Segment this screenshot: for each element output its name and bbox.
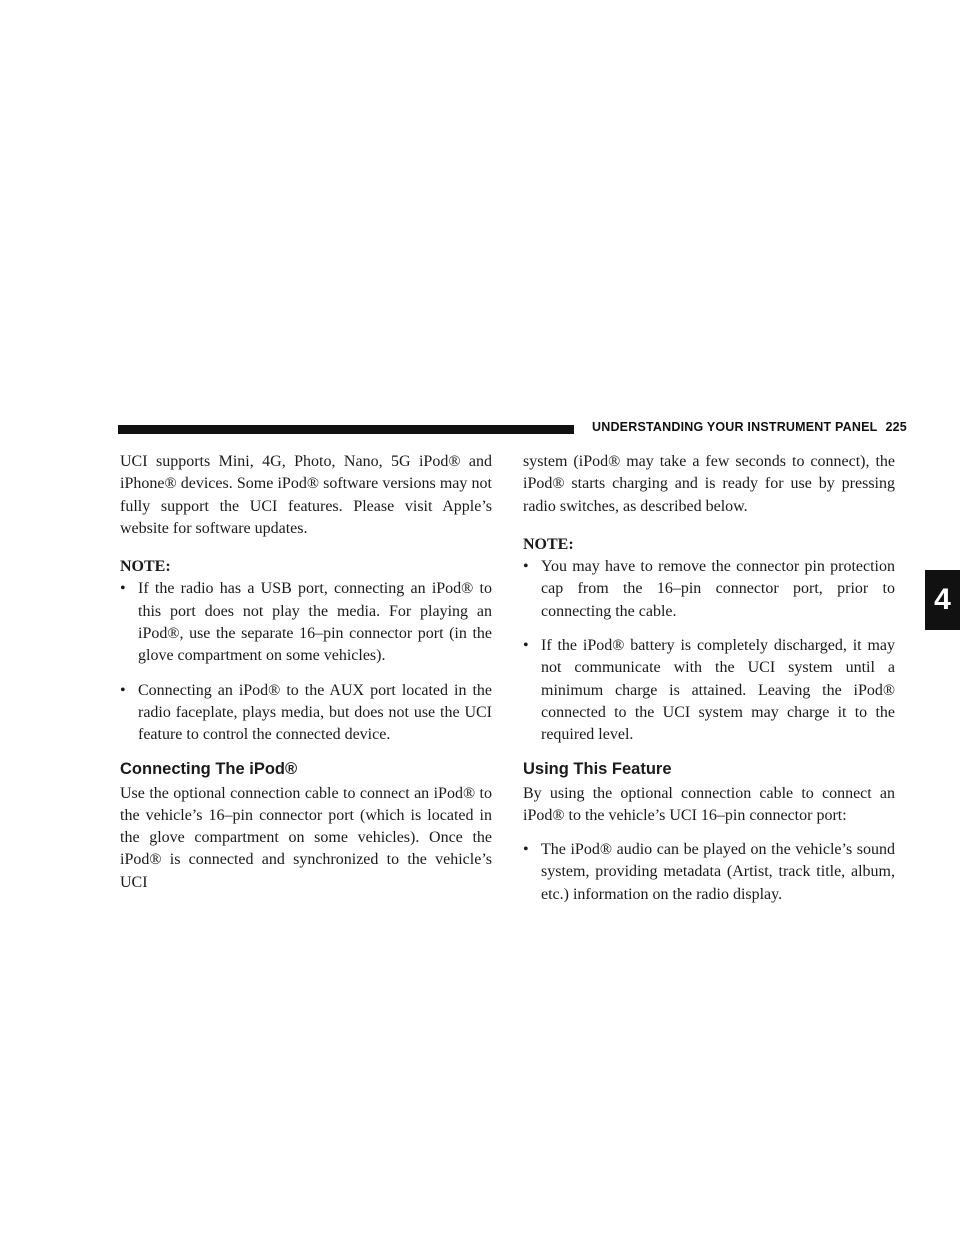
list-item [523,839,895,906]
header-rule [118,425,574,434]
right-column [523,451,895,918]
list-item [523,556,895,623]
note-list [120,578,492,746]
list-item [120,578,492,667]
page-number: 225 [885,420,907,434]
header-title: UNDERSTANDING YOUR INSTRUMENT PANEL [592,420,878,434]
bullet-glyph: • [523,637,529,655]
running-header [592,420,907,434]
note-label: NOTE: [120,558,171,576]
list-item-text: The iPod® audio can be played on the vehicle’s sound system, providing metadata (Artist, track title, album, etc.) information on the radio display. [541,841,895,903]
bullet-glyph: • [120,681,126,699]
chapter-tab: 4 [925,570,960,630]
list-item-text: If the radio has a USB port, connecting an iPod® to this port does not play the media. For playing an iPod®, use the separate 16–pin connector port (in the glove compartment on some vehicles). [138,580,492,665]
list-item [523,635,895,746]
body-paragraph: Use the optional connection cable to connect an iPod® to the vehicle’s 16–pin connector port (which is located in the glove compartment on some vehicles). Once the iPod® is connected and synchronized to the vehicle’s UCI [120,784,492,891]
section-heading: Using This Feature [523,759,672,778]
bullet-glyph: • [523,558,529,576]
bullet-glyph: • [120,580,126,598]
continuation-paragraph: system (iPod® may take a few seconds to connect), the iPod® starts charging and is ready for use by pressing radio switches, as described below. [523,453,895,515]
list-item-text: Connecting an iPod® to the AUX port located in the radio faceplate, plays media, but does not use the UCI feature to control the connected device. [138,681,492,744]
feature-list [523,839,895,906]
intro-paragraph: UCI supports Mini, 4G, Photo, Nano, 5G iPod® and iPhone® devices. Some iPod® software versions may not fully support the UCI features. Please visit Apple’s website for software updates. [120,453,492,537]
list-item [120,680,492,747]
note-list [523,556,895,746]
bullet-glyph: • [523,841,529,859]
list-item-text: If the iPod® battery is completely discharged, it may not communicate with the UCI system until a minimum charge is attained. Leaving the iPod® connected to the UCI system may charge it to the required level. [541,637,895,744]
body-paragraph: By using the optional connection cable to connect an iPod® to the vehicle’s UCI 16–pin connector port: [523,784,895,824]
section-heading: Connecting The iPod® [120,759,298,778]
note-label: NOTE: [523,535,574,553]
list-item-text: You may have to remove the connector pin protection cap from the 16–pin connector port, prior to connecting the cable. [541,558,895,620]
left-column [120,451,492,910]
